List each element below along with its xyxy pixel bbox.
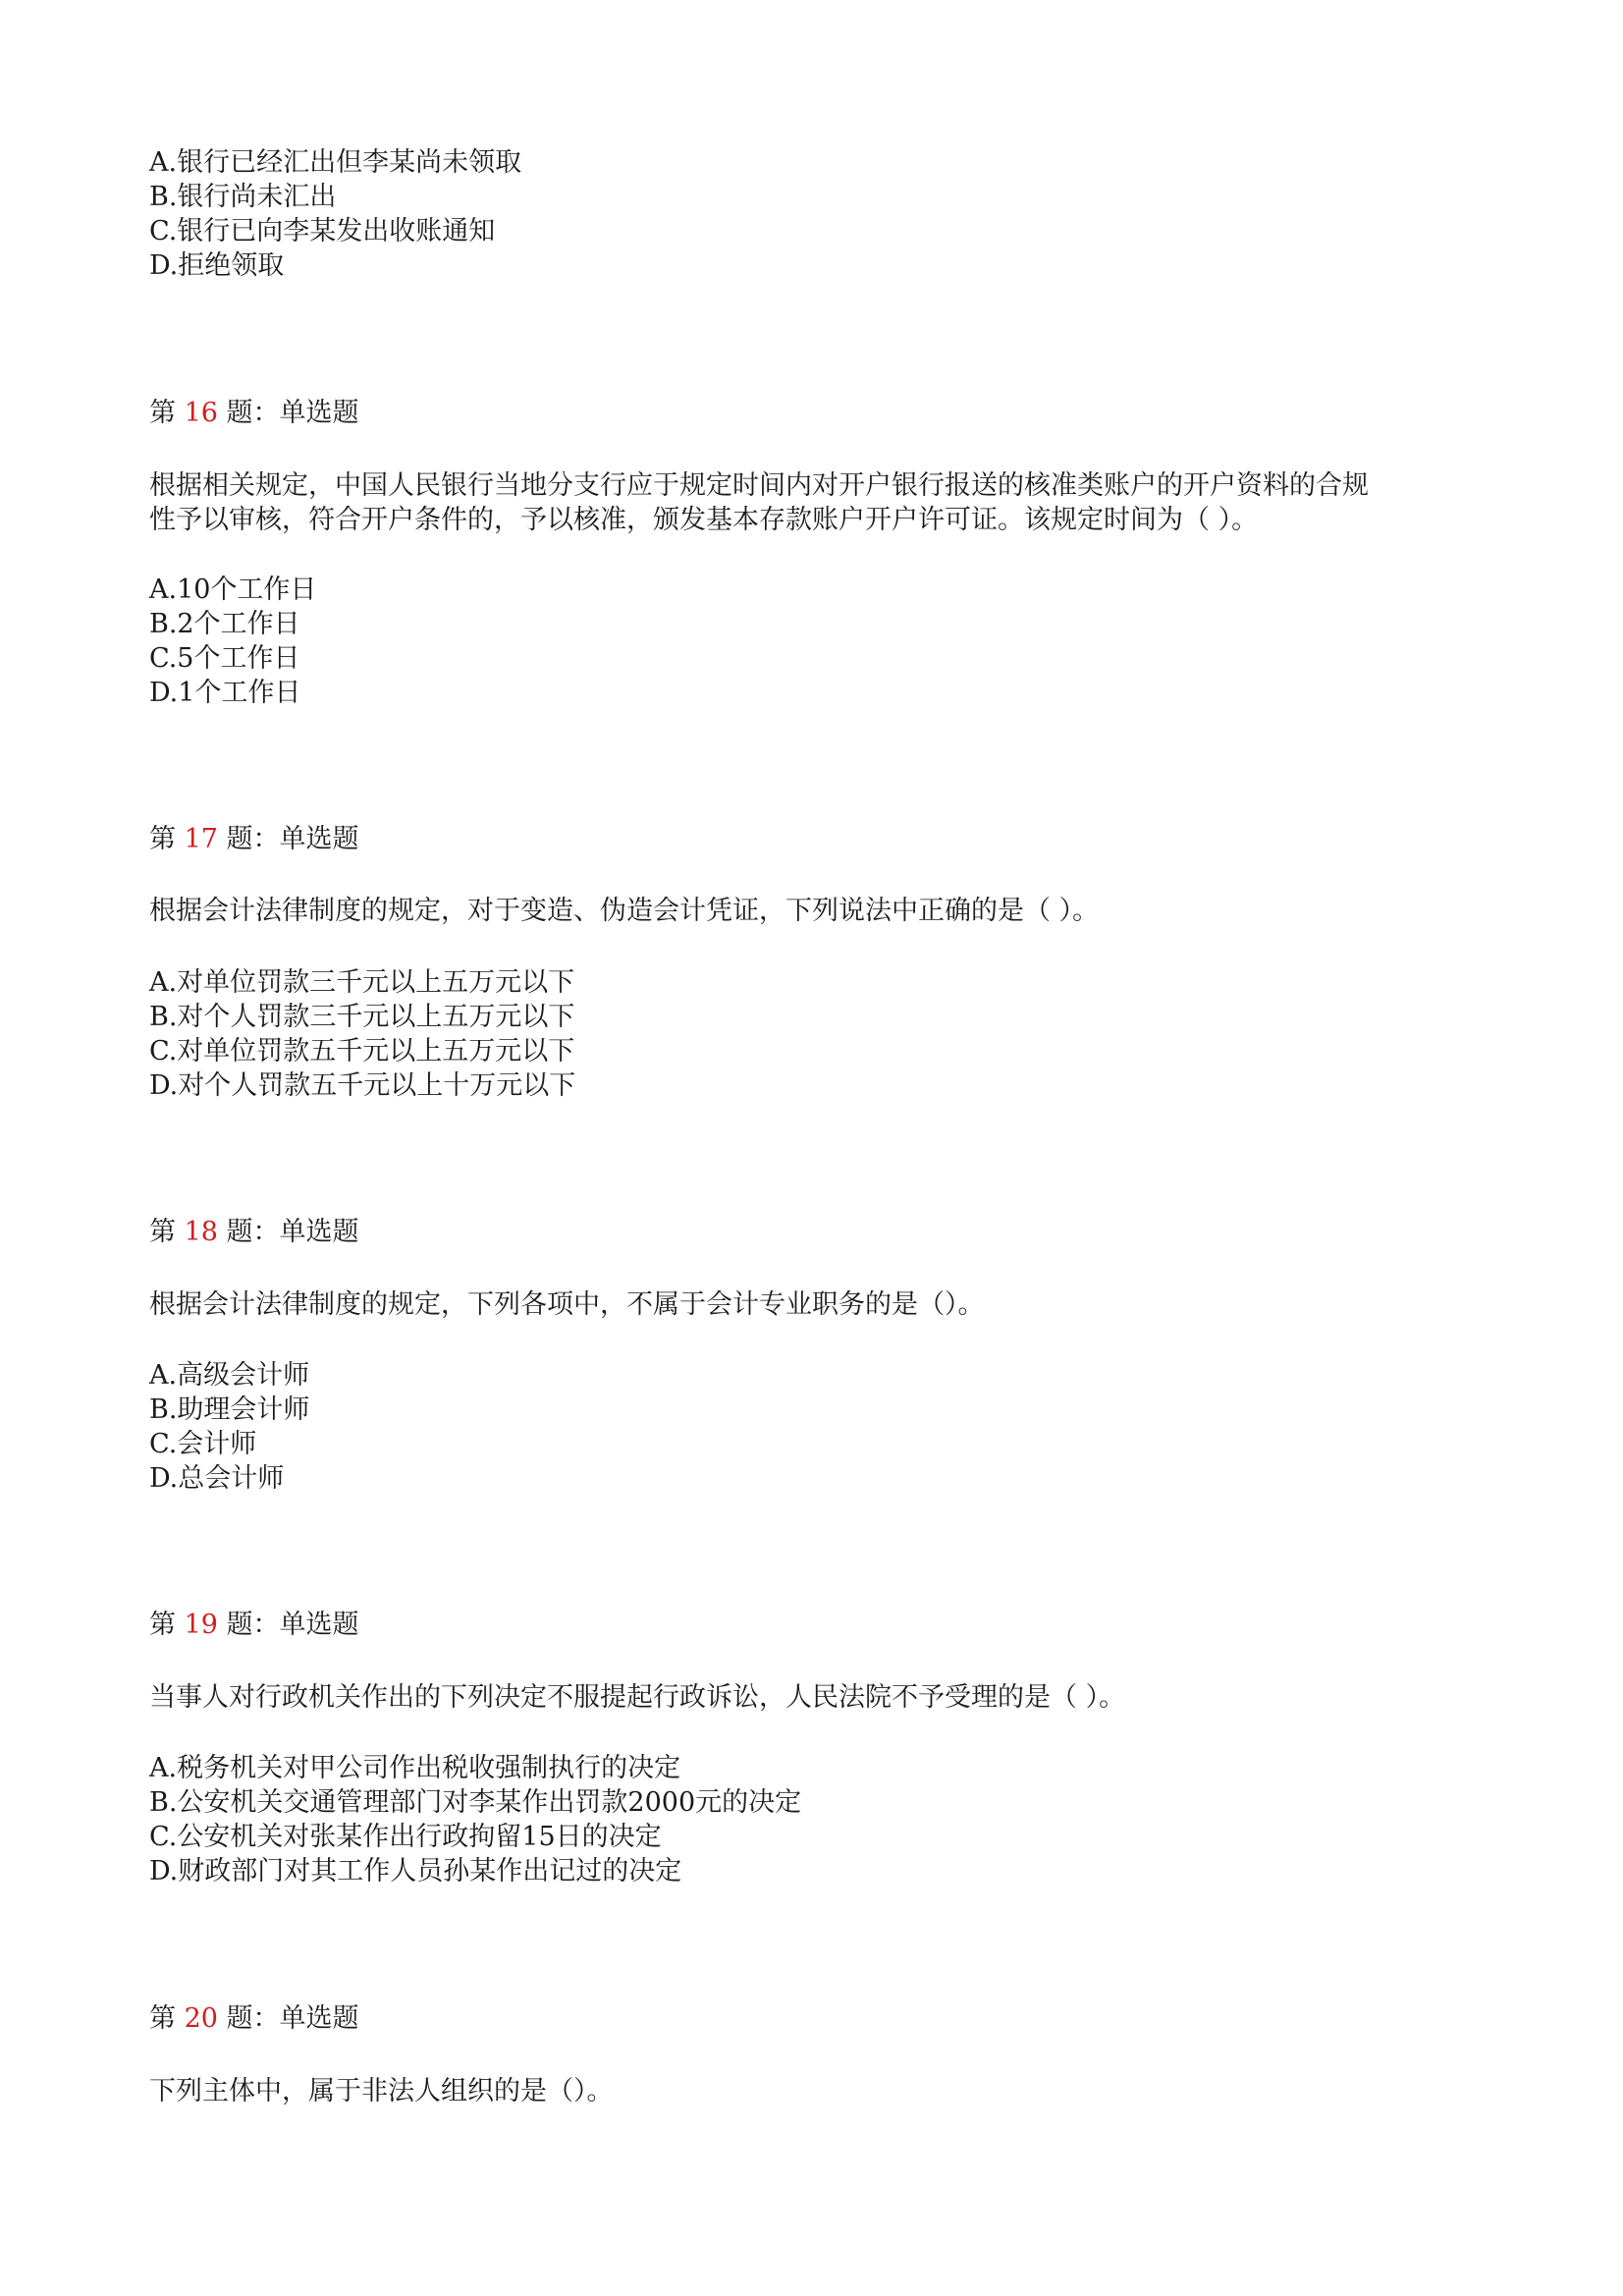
question-heading: 第 20 题：单选题 bbox=[149, 2003, 359, 2034]
question-number: 18 bbox=[184, 1217, 218, 1247]
question-heading: 第 18 题：单选题 bbox=[149, 1217, 359, 1247]
option-b: B.对个人罚款三千元以上五万元以下 bbox=[149, 1002, 575, 1032]
option-d: D.财政部门对其工作人员孙某作出记过的决定 bbox=[149, 1856, 682, 1886]
question-stem: 根据会计法律制度的规定，下列各项中，不属于会计专业职务的是（）。 bbox=[149, 1289, 985, 1320]
option-c: C.5个工作日 bbox=[149, 643, 300, 674]
question-heading: 第 19 题：单选题 bbox=[149, 1610, 359, 1640]
option-b: B.公安机关交通管理部门对李某作出罚款2000元的决定 bbox=[149, 1787, 802, 1818]
option-b: B.2个工作日 bbox=[149, 609, 300, 639]
option-c: C.会计师 bbox=[149, 1429, 257, 1459]
question-stem: 根据相关规定，中国人民银行当地分支行应于规定时间内对开户银行报送的核准类账户的开户资料的合规 bbox=[149, 470, 1369, 501]
option-c: C.银行已向李某发出收账通知 bbox=[149, 216, 496, 246]
question-stem: 当事人对行政机关作出的下列决定不服提起行政诉讼，人民法院不予受理的是（ ）。 bbox=[149, 1682, 1126, 1713]
question-stem: 下列主体中，属于非法人组织的是（）。 bbox=[149, 2076, 614, 2106]
option-d: D.总会计师 bbox=[149, 1463, 285, 1494]
question-number: 17 bbox=[184, 824, 218, 854]
option-a: A.对单位罚款三千元以上五万元以下 bbox=[149, 967, 575, 998]
option-d: D.1个工作日 bbox=[149, 678, 301, 708]
option-a: A.10个工作日 bbox=[149, 574, 317, 605]
question-stem: 性予以审核，符合开户条件的，予以核准，颁发基本存款账户开户许可证。该规定时间为（ ）。 bbox=[149, 505, 1259, 535]
question-number: 20 bbox=[184, 2003, 218, 2034]
option-a: A.银行已经汇出但李某尚未领取 bbox=[149, 147, 522, 178]
question-heading: 第 17 题：单选题 bbox=[149, 824, 359, 854]
option-c: C.对单位罚款五千元以上五万元以下 bbox=[149, 1036, 575, 1066]
option-a: A.高级会计师 bbox=[149, 1360, 310, 1391]
option-d: D.拒绝领取 bbox=[149, 250, 285, 281]
option-c: C.公安机关对张某作出行政拘留15日的决定 bbox=[149, 1822, 662, 1852]
option-b: B.银行尚未汇出 bbox=[149, 182, 337, 212]
question-stem: 根据会计法律制度的规定，对于变造、伪造会计凭证，下列说法中正确的是（ ）。 bbox=[149, 896, 1100, 926]
question-heading: 第 16 题：单选题 bbox=[149, 398, 359, 428]
option-b: B.助理会计师 bbox=[149, 1394, 310, 1425]
option-a: A.税务机关对甲公司作出税收强制执行的决定 bbox=[149, 1753, 681, 1783]
question-number: 16 bbox=[184, 398, 218, 428]
question-number: 19 bbox=[184, 1610, 218, 1640]
option-d: D.对个人罚款五千元以上十万元以下 bbox=[149, 1070, 576, 1101]
